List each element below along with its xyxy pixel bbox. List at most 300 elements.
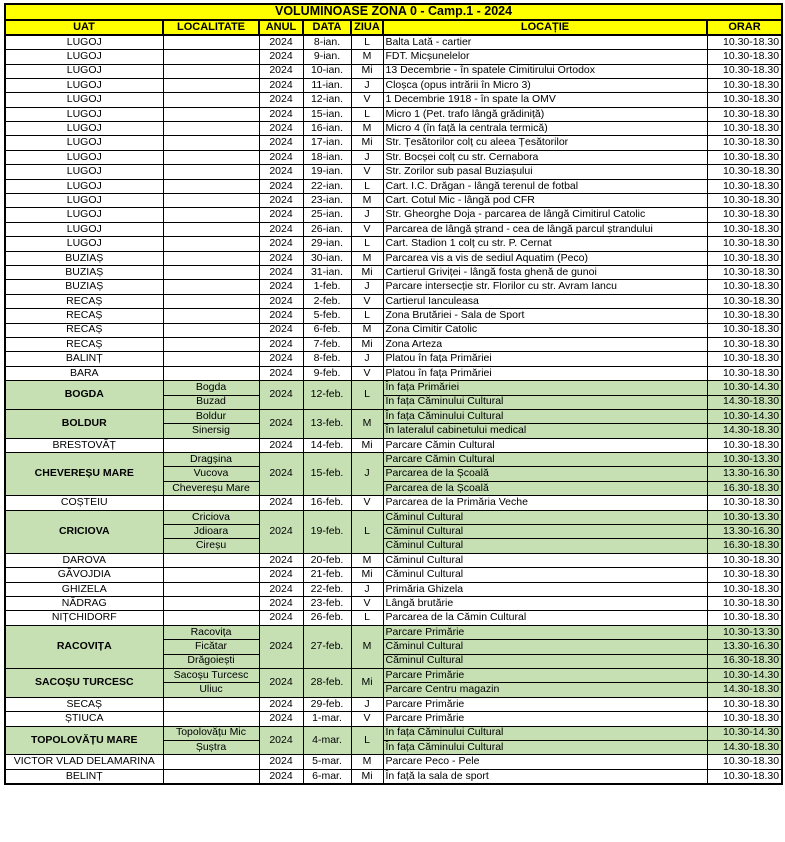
ziua-cell: L [351, 35, 383, 50]
date-cell: 18-ian. [303, 150, 351, 164]
anul-cell: 2024 [259, 510, 303, 553]
anul-cell: 2024 [259, 453, 303, 496]
uat-cell: SECAȘ [5, 697, 163, 711]
date-cell: 26-ian. [303, 222, 351, 236]
localitate-cell [163, 165, 259, 179]
table-row [5, 726, 782, 740]
table-row [5, 150, 782, 164]
ziua-cell: Mi [351, 337, 383, 351]
uat-group [5, 50, 782, 64]
uat-group [5, 237, 782, 251]
locatie-cell: Zona Arteza [383, 337, 707, 351]
uat-group [5, 165, 782, 179]
orar-cell: 10.30-13.30 [707, 510, 782, 524]
schedule-sheet [4, 3, 783, 785]
localitate-cell [163, 366, 259, 380]
uat-group [5, 769, 782, 784]
date-cell: 15-feb. [303, 453, 351, 496]
locatie-cell: Str. Țesătorilor colț cu aleea Țesătorilor [383, 136, 707, 150]
date-cell: 30-ian. [303, 251, 351, 265]
localitate-cell [163, 611, 259, 625]
ziua-cell: L [351, 611, 383, 625]
ziua-cell: Mi [351, 769, 383, 784]
orar-cell: 10.30-18.30 [707, 107, 782, 121]
ziua-cell: J [351, 78, 383, 92]
table-row [5, 352, 782, 366]
ziua-cell: J [351, 352, 383, 366]
orar-cell: 10.30-18.30 [707, 266, 782, 280]
table-row [5, 35, 782, 50]
anul-cell: 2024 [259, 222, 303, 236]
ziua-cell: L [351, 179, 383, 193]
anul-cell: 2024 [259, 50, 303, 64]
date-cell: 23-ian. [303, 194, 351, 208]
anul-cell: 2024 [259, 122, 303, 136]
uat-group [5, 93, 782, 107]
locatie-cell: 1 Decembrie 1918 - în spate la OMV [383, 93, 707, 107]
date-cell: 22-ian. [303, 179, 351, 193]
orar-cell: 10.30-18.30 [707, 323, 782, 337]
ziua-cell: J [351, 453, 383, 496]
date-cell: 11-ian. [303, 78, 351, 92]
orar-cell: 10.30-18.30 [707, 438, 782, 452]
anul-cell: 2024 [259, 323, 303, 337]
date-cell: 22-feb. [303, 582, 351, 596]
uat-cell: BOLDUR [5, 409, 163, 438]
uat-cell: BUZIAȘ [5, 251, 163, 265]
anul-cell: 2024 [259, 35, 303, 50]
uat-group [5, 107, 782, 121]
uat-cell: LUGOJ [5, 222, 163, 236]
ziua-cell: L [351, 381, 383, 410]
table-row [5, 697, 782, 711]
anul-cell: 2024 [259, 352, 303, 366]
localitate-cell [163, 50, 259, 64]
uat-cell: BRESTOVĂȚ [5, 438, 163, 452]
localitate-cell [163, 755, 259, 769]
col-header-ziua: ZIUA [351, 20, 383, 35]
localitate-cell: Jdioara [163, 525, 259, 539]
locatie-cell: Căminul Cultural [383, 539, 707, 553]
date-cell: 8-feb. [303, 352, 351, 366]
orar-cell: 10.30-18.30 [707, 582, 782, 596]
locatie-cell: Str. Bocșei colț cu str. Cernabora [383, 150, 707, 164]
orar-cell: 13.30-16.30 [707, 467, 782, 481]
localitate-cell [163, 266, 259, 280]
table-row [5, 510, 782, 524]
orar-cell: 10.30-18.30 [707, 712, 782, 726]
localitate-cell [163, 35, 259, 50]
locatie-cell: Parcare Centru magazin [383, 683, 707, 697]
anul-cell: 2024 [259, 496, 303, 510]
uat-cell: BELINȚ [5, 769, 163, 784]
orar-cell: 10.30-18.30 [707, 280, 782, 294]
table-row [5, 337, 782, 351]
table-row [5, 381, 782, 395]
waste-collection-schedule-table [4, 3, 783, 785]
column-header-row [5, 20, 782, 35]
ziua-cell: M [351, 755, 383, 769]
locatie-cell: Căminul Cultural [383, 510, 707, 524]
localitate-cell [163, 208, 259, 222]
date-cell: 2-feb. [303, 294, 351, 308]
uat-cell: LUGOJ [5, 122, 163, 136]
date-cell: 29-ian. [303, 237, 351, 251]
orar-cell: 13.30-16.30 [707, 640, 782, 654]
localitate-cell: Uliuc [163, 683, 259, 697]
locatie-cell: Parcare intersecție str. Florilor cu str. Avram Iancu [383, 280, 707, 294]
date-cell: 25-ian. [303, 208, 351, 222]
uat-cell: CRICIOVA [5, 510, 163, 553]
uat-group [5, 596, 782, 610]
date-cell: 31-ian. [303, 266, 351, 280]
anul-cell: 2024 [259, 611, 303, 625]
locatie-cell: În fața Căminului Cultural [383, 740, 707, 754]
uat-cell: LUGOJ [5, 35, 163, 50]
uat-group [5, 668, 782, 697]
localitate-cell [163, 438, 259, 452]
uat-cell: LUGOJ [5, 78, 163, 92]
ziua-cell: L [351, 510, 383, 553]
localitate-cell [163, 294, 259, 308]
localitate-cell: Bogda [163, 381, 259, 395]
date-cell: 6-feb. [303, 323, 351, 337]
date-cell: 1-feb. [303, 280, 351, 294]
locatie-cell: 13 Decembrie - în spatele Cimitirului Ortodox [383, 64, 707, 78]
table-row [5, 323, 782, 337]
locatie-cell: Str. Zorilor sub pasal Buziașului [383, 165, 707, 179]
locatie-cell: Balta Lată - cartier [383, 35, 707, 50]
table-row [5, 309, 782, 323]
anul-cell: 2024 [259, 337, 303, 351]
anul-cell: 2024 [259, 165, 303, 179]
date-cell: 9-feb. [303, 366, 351, 380]
orar-cell: 10.30-18.30 [707, 697, 782, 711]
uat-group [5, 122, 782, 136]
anul-cell: 2024 [259, 769, 303, 784]
locatie-cell: Platou în fața Primăriei [383, 352, 707, 366]
anul-cell: 2024 [259, 582, 303, 596]
anul-cell: 2024 [259, 668, 303, 697]
ziua-cell: V [351, 366, 383, 380]
ziua-cell: M [351, 409, 383, 438]
localitate-cell [163, 697, 259, 711]
locatie-cell: Lângă brutărie [383, 596, 707, 610]
date-cell: 4-mar. [303, 726, 351, 755]
uat-cell: ȘTIUCA [5, 712, 163, 726]
uat-cell: LUGOJ [5, 237, 163, 251]
localitate-cell: Ficătar [163, 640, 259, 654]
ziua-cell: M [351, 251, 383, 265]
date-cell: 6-mar. [303, 769, 351, 784]
col-header-orar: ORAR [707, 20, 782, 35]
table-row [5, 553, 782, 567]
anul-cell: 2024 [259, 438, 303, 452]
anul-cell: 2024 [259, 712, 303, 726]
localitate-cell [163, 150, 259, 164]
locatie-cell: Parcarea de lângă ștrand - cea de lângă parcul ștrandului [383, 222, 707, 236]
date-cell: 5-mar. [303, 755, 351, 769]
ziua-cell: J [351, 150, 383, 164]
uat-group [5, 78, 782, 92]
uat-cell: LUGOJ [5, 64, 163, 78]
anul-cell: 2024 [259, 150, 303, 164]
orar-cell: 10.30-18.30 [707, 755, 782, 769]
anul-cell: 2024 [259, 553, 303, 567]
date-cell: 16-feb. [303, 496, 351, 510]
uat-group [5, 409, 782, 438]
uat-group [5, 309, 782, 323]
orar-cell: 10.30-14.30 [707, 409, 782, 423]
uat-group [5, 179, 782, 193]
date-cell: 26-feb. [303, 611, 351, 625]
ziua-cell: J [351, 280, 383, 294]
col-header-data: DATA [303, 20, 351, 35]
orar-cell: 10.30-14.30 [707, 726, 782, 740]
table-row [5, 611, 782, 625]
table-row [5, 409, 782, 423]
ziua-cell: V [351, 496, 383, 510]
locatie-cell: În fața Căminului Cultural [383, 726, 707, 740]
table-row [5, 122, 782, 136]
ziua-cell: L [351, 726, 383, 755]
orar-cell: 10.30-18.30 [707, 222, 782, 236]
uat-group [5, 755, 782, 769]
date-cell: 23-feb. [303, 596, 351, 610]
locatie-cell: Parcarea de la Primăria Veche [383, 496, 707, 510]
table-row [5, 107, 782, 121]
anul-cell: 2024 [259, 381, 303, 410]
localitate-cell [163, 309, 259, 323]
locatie-cell: Cart. Stadion 1 colț cu str. P. Cernat [383, 237, 707, 251]
anul-cell: 2024 [259, 107, 303, 121]
table-row [5, 668, 782, 682]
table-row [5, 366, 782, 380]
anul-cell: 2024 [259, 208, 303, 222]
localitate-cell [163, 251, 259, 265]
table-row [5, 208, 782, 222]
uat-cell: LUGOJ [5, 107, 163, 121]
date-cell: 20-feb. [303, 553, 351, 567]
localitate-cell: Șuștra [163, 740, 259, 754]
uat-cell: SACOȘU TURCESC [5, 668, 163, 697]
uat-group [5, 496, 782, 510]
orar-cell: 10.30-18.30 [707, 496, 782, 510]
ziua-cell: Mi [351, 64, 383, 78]
col-header-localitate: LOCALITATE [163, 20, 259, 35]
ziua-cell: Mi [351, 136, 383, 150]
uat-cell: NIȚCHIDORF [5, 611, 163, 625]
localitate-cell: Racovița [163, 625, 259, 639]
ziua-cell: V [351, 596, 383, 610]
localitate-cell [163, 179, 259, 193]
locatie-cell: Parcarea de la Școală [383, 467, 707, 481]
uat-cell: TOPOLOVĂȚU MARE [5, 726, 163, 755]
anul-cell: 2024 [259, 64, 303, 78]
localitate-cell [163, 280, 259, 294]
date-cell: 13-feb. [303, 409, 351, 438]
localitate-cell [163, 93, 259, 107]
orar-cell: 13.30-16.30 [707, 525, 782, 539]
uat-group [5, 438, 782, 452]
uat-group [5, 294, 782, 308]
localitate-cell: Chevereșu Mare [163, 481, 259, 495]
localitate-cell: Dragșina [163, 453, 259, 467]
orar-cell: 10.30-18.30 [707, 194, 782, 208]
anul-cell: 2024 [259, 280, 303, 294]
uat-cell: BALINȚ [5, 352, 163, 366]
anul-cell: 2024 [259, 194, 303, 208]
uat-cell: RACOVIȚA [5, 625, 163, 668]
localitate-cell [163, 568, 259, 582]
date-cell: 5-feb. [303, 309, 351, 323]
ziua-cell: L [351, 107, 383, 121]
anul-cell: 2024 [259, 251, 303, 265]
uat-group [5, 251, 782, 265]
date-cell: 19-ian. [303, 165, 351, 179]
locatie-cell: Parcare Cămin Cultural [383, 453, 707, 467]
localitate-cell: Cireșu [163, 539, 259, 553]
ziua-cell: J [351, 582, 383, 596]
orar-cell: 10.30-18.30 [707, 78, 782, 92]
table-row [5, 453, 782, 467]
uat-group [5, 582, 782, 596]
uat-cell: RECAȘ [5, 337, 163, 351]
uat-cell: CHEVEREȘU MARE [5, 453, 163, 496]
locatie-cell: Parcare Cămin Cultural [383, 438, 707, 452]
table-row [5, 251, 782, 265]
localitate-cell [163, 194, 259, 208]
orar-cell: 10.30-18.30 [707, 64, 782, 78]
uat-group [5, 136, 782, 150]
uat-group [5, 337, 782, 351]
date-cell: 19-feb. [303, 510, 351, 553]
locatie-cell: Cart. Cotul Mic - lângă pod CFR [383, 194, 707, 208]
date-cell: 28-feb. [303, 668, 351, 697]
locatie-cell: Parcare Primărie [383, 668, 707, 682]
anul-cell: 2024 [259, 93, 303, 107]
orar-cell: 10.30-18.30 [707, 93, 782, 107]
orar-cell: 10.30-18.30 [707, 294, 782, 308]
orar-cell: 10.30-18.30 [707, 309, 782, 323]
locatie-cell: FDT. Micșunelelor [383, 50, 707, 64]
table-row [5, 294, 782, 308]
ziua-cell: V [351, 165, 383, 179]
ziua-cell: M [351, 50, 383, 64]
uat-group [5, 568, 782, 582]
ziua-cell: Mi [351, 266, 383, 280]
orar-cell: 10.30-18.30 [707, 50, 782, 64]
orar-cell: 10.30-18.30 [707, 596, 782, 610]
locatie-cell: Parcarea de la Cămin Cultural [383, 611, 707, 625]
localitate-cell [163, 122, 259, 136]
col-header-uat: UAT [5, 20, 163, 35]
ziua-cell: M [351, 122, 383, 136]
localitate-cell [163, 64, 259, 78]
table-row [5, 769, 782, 784]
col-header-locatie: LOCAȚIE [383, 20, 707, 35]
date-cell: 14-feb. [303, 438, 351, 452]
orar-cell: 10.30-18.30 [707, 251, 782, 265]
localitate-cell [163, 496, 259, 510]
ziua-cell: J [351, 697, 383, 711]
table-row [5, 625, 782, 639]
ziua-cell: L [351, 309, 383, 323]
table-row [5, 179, 782, 193]
table-row [5, 280, 782, 294]
table-row [5, 712, 782, 726]
table-row [5, 194, 782, 208]
localitate-cell: Drăgoiești [163, 654, 259, 668]
locatie-cell: În lateralul cabinetului medical [383, 424, 707, 438]
anul-cell: 2024 [259, 179, 303, 193]
table-row [5, 93, 782, 107]
orar-cell: 10.30-18.30 [707, 150, 782, 164]
uat-group [5, 352, 782, 366]
uat-group [5, 611, 782, 625]
uat-group [5, 35, 782, 50]
uat-cell: LUGOJ [5, 165, 163, 179]
uat-cell: BOGDA [5, 381, 163, 410]
locatie-cell: Zona Cimitir Catolic [383, 323, 707, 337]
uat-group [5, 266, 782, 280]
locatie-cell: În fața Căminului Cultural [383, 409, 707, 423]
locatie-cell: Căminul Cultural [383, 525, 707, 539]
date-cell: 29-feb. [303, 697, 351, 711]
date-cell: 10-ian. [303, 64, 351, 78]
uat-group [5, 208, 782, 222]
locatie-cell: În fața Primăriei [383, 381, 707, 395]
locatie-cell: Cart. I.C. Drăgan - lângă terenul de fotbal [383, 179, 707, 193]
table-row [5, 266, 782, 280]
uat-cell: LUGOJ [5, 179, 163, 193]
uat-group [5, 625, 782, 668]
locatie-cell: Parcare Primărie [383, 712, 707, 726]
orar-cell: 14.30-18.30 [707, 683, 782, 697]
table-row [5, 64, 782, 78]
locatie-cell: Cartierul Ianculeasa [383, 294, 707, 308]
uat-cell: BUZIAȘ [5, 280, 163, 294]
uat-group [5, 64, 782, 78]
orar-cell: 10.30-18.30 [707, 611, 782, 625]
table-row [5, 165, 782, 179]
orar-cell: 10.30-13.30 [707, 453, 782, 467]
orar-cell: 10.30-18.30 [707, 337, 782, 351]
uat-cell: GĂVOJDIA [5, 568, 163, 582]
uat-cell: LUGOJ [5, 194, 163, 208]
localitate-cell [163, 352, 259, 366]
localitate-cell: Boldur [163, 409, 259, 423]
date-cell: 21-feb. [303, 568, 351, 582]
anul-cell: 2024 [259, 409, 303, 438]
uat-group [5, 553, 782, 567]
date-cell: 16-ian. [303, 122, 351, 136]
date-cell: 12-ian. [303, 93, 351, 107]
orar-cell: 16.30-18.30 [707, 654, 782, 668]
ziua-cell: V [351, 93, 383, 107]
uat-group [5, 222, 782, 236]
uat-cell: RECAȘ [5, 309, 163, 323]
uat-cell: BUZIAȘ [5, 266, 163, 280]
ziua-cell: L [351, 237, 383, 251]
localitate-cell [163, 107, 259, 121]
uat-cell: LUGOJ [5, 50, 163, 64]
orar-cell: 16.30-18.30 [707, 481, 782, 495]
orar-cell: 14.30-18.30 [707, 395, 782, 409]
localitate-cell [163, 136, 259, 150]
table-row [5, 50, 782, 64]
uat-group [5, 323, 782, 337]
